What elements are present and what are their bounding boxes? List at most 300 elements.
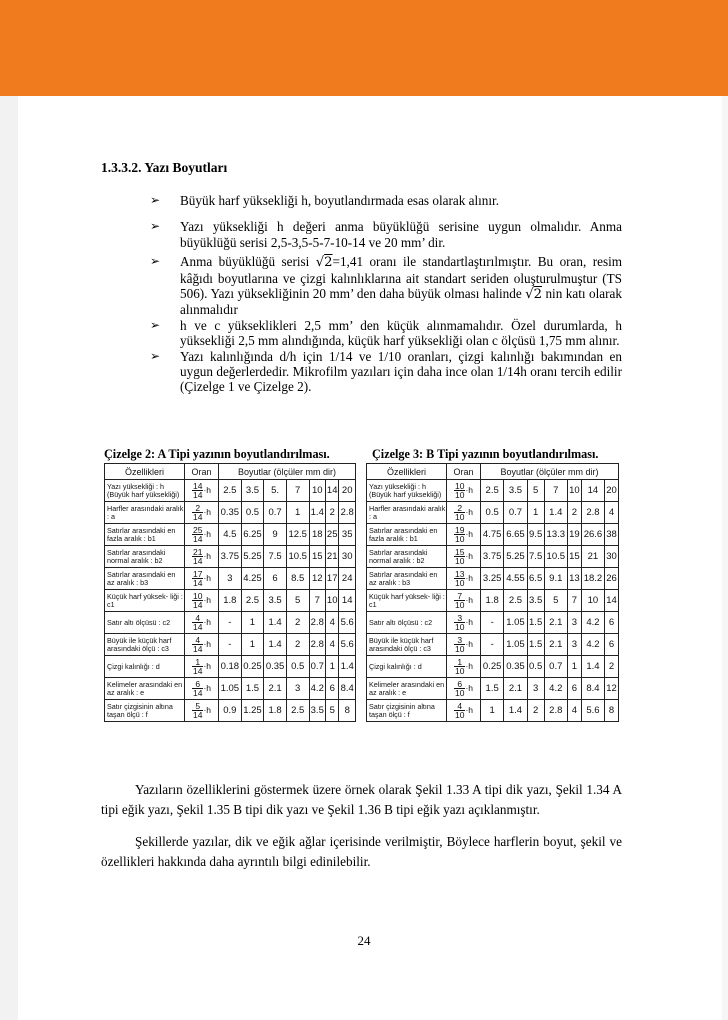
property-cell: Satır altı ölçüsü : c2 <box>105 612 185 634</box>
ratio-fraction <box>192 504 203 521</box>
value-cell: 18.2 <box>581 568 604 590</box>
ratio-fraction <box>454 658 465 675</box>
bullet-text: Yazı yüksekliği h değeri anma büyüklüğü serisine uygun olmalıdır. Anma büyüklüğü serisi 2,5-3,5-5-7-10-14 ve 20 mm’ dir. <box>180 219 622 250</box>
ratio-numerator: 4 <box>192 636 203 645</box>
value-cell: 5 <box>544 590 567 612</box>
value-cell: 17 <box>326 568 339 590</box>
ratio-cell <box>185 590 219 612</box>
value-cell: 1.4 <box>264 634 287 656</box>
value-cell: 12 <box>605 678 619 700</box>
value-cell: 2.1 <box>504 678 527 700</box>
ratio-suffix: ·h <box>465 594 474 605</box>
ratio-numerator: 1 <box>192 658 203 667</box>
value-cell: 2.1 <box>544 634 567 656</box>
value-cell: 0.25 <box>241 656 264 678</box>
arrow-bullet-icon: ➢ <box>150 219 161 234</box>
ratio-suffix: ·h <box>465 484 474 495</box>
table-row <box>105 546 356 568</box>
ratio-fraction <box>192 702 203 719</box>
value-cell: 1.4 <box>339 656 356 678</box>
value-cell: 1 <box>241 634 264 656</box>
value-cell: 14 <box>339 590 356 612</box>
value-cell: 1 <box>286 502 309 524</box>
value-cell: 1 <box>567 656 581 678</box>
value-cell: 3 <box>567 634 581 656</box>
table-row <box>105 700 356 722</box>
ratio-denominator: 14 <box>192 644 203 654</box>
value-cell: 2.5 <box>504 590 527 612</box>
table-row <box>105 568 356 590</box>
value-cell: 3.25 <box>481 568 504 590</box>
value-cell: 1.4 <box>504 700 527 722</box>
value-cell: 1.05 <box>219 678 242 700</box>
value-cell: 8 <box>339 700 356 722</box>
value-cell: - <box>481 634 504 656</box>
value-cell: 1.8 <box>219 590 242 612</box>
value-cell: 2.1 <box>264 678 287 700</box>
ratio-cell <box>447 524 481 546</box>
value-cell: 7 <box>544 480 567 502</box>
value-cell: 5.25 <box>241 546 264 568</box>
value-cell: 0.9 <box>219 700 242 722</box>
ratio-fraction <box>454 570 465 587</box>
table-row <box>367 590 619 612</box>
ratio-cell <box>447 590 481 612</box>
value-cell: 13.3 <box>544 524 567 546</box>
value-cell: 5.6 <box>339 612 356 634</box>
value-cell: 10.5 <box>544 546 567 568</box>
ratio-numerator: 21 <box>192 547 203 557</box>
header-dimensions: Boyutlar (ölçüler mm dir) <box>481 464 619 480</box>
value-cell: 0.7 <box>504 502 527 524</box>
value-cell: 0.25 <box>481 656 504 678</box>
ratio-cell <box>447 568 481 590</box>
value-cell: 3 <box>286 678 309 700</box>
value-cell: 5.25 <box>504 546 527 568</box>
ratio-fraction <box>454 592 465 609</box>
ratio-fraction <box>454 504 465 521</box>
ratio-suffix: ·h <box>203 682 212 693</box>
value-cell: 3.75 <box>481 546 504 568</box>
property-cell: Çizgi kalınlığı : d <box>367 656 447 678</box>
value-cell: 30 <box>339 546 356 568</box>
property-cell: Küçük harf yüksek- liği : c1 <box>367 590 447 612</box>
property-cell: Satır çizgisinin altına taşan ölçü : f <box>105 700 185 722</box>
ratio-numerator: 7 <box>454 592 465 601</box>
value-cell: 8.4 <box>339 678 356 700</box>
property-cell: Satırlar arasındaki normal aralık : b2 <box>105 546 185 568</box>
ratio-cell <box>185 502 219 524</box>
value-cell: 10 <box>326 590 339 612</box>
value-cell: 0.7 <box>309 656 326 678</box>
value-cell: 5 <box>326 700 339 722</box>
ratio-numerator: 15 <box>454 547 465 557</box>
value-cell: 4.2 <box>309 678 326 700</box>
table-row <box>105 634 356 656</box>
value-cell: 0.5 <box>241 502 264 524</box>
paragraph <box>101 832 622 871</box>
ratio-suffix: ·h <box>465 660 474 671</box>
table-row <box>105 656 356 678</box>
property-cell: Büyük ile küçük harf arasındaki ölçü : c3 <box>105 634 185 656</box>
property-cell: Satırlar arasındaki en az aralık : b3 <box>105 568 185 590</box>
value-cell: 14 <box>605 590 619 612</box>
property-cell: Satırlar arasındaki en fazla aralık : b1 <box>105 524 185 546</box>
value-cell: 1.8 <box>264 700 287 722</box>
bullet-item <box>150 193 622 208</box>
value-cell: 5. <box>264 480 287 502</box>
ratio-suffix: ·h <box>203 550 212 561</box>
ratio-denominator: 10 <box>454 512 465 522</box>
value-cell: 1.05 <box>504 634 527 656</box>
ratio-numerator: 10 <box>192 591 203 601</box>
table-row <box>105 502 356 524</box>
value-cell: - <box>481 612 504 634</box>
ratio-suffix: ·h <box>203 572 212 583</box>
ratio-numerator: 5 <box>192 702 203 711</box>
value-cell: 6.25 <box>241 524 264 546</box>
ratio-suffix: ·h <box>465 616 474 627</box>
value-cell: 2.5 <box>219 480 242 502</box>
property-cell: Kelimeler arasındaki en az aralık : e <box>105 678 185 700</box>
value-cell: 1.8 <box>481 590 504 612</box>
square-root-symbol: √2 <box>315 255 333 271</box>
table-a <box>104 463 356 722</box>
ratio-cell <box>185 700 219 722</box>
value-cell: 10.5 <box>286 546 309 568</box>
value-cell: 1.5 <box>527 612 544 634</box>
value-cell: 0.5 <box>286 656 309 678</box>
ratio-numerator: 14 <box>192 481 203 491</box>
ratio-numerator: 4 <box>192 614 203 623</box>
value-cell: 2 <box>326 502 339 524</box>
value-cell: 3 <box>527 678 544 700</box>
ratio-denominator: 10 <box>454 666 465 676</box>
value-cell: 2 <box>527 700 544 722</box>
ratio-suffix: ·h <box>465 682 474 693</box>
value-cell: 4 <box>326 634 339 656</box>
value-cell: 3.5 <box>264 590 287 612</box>
ratio-denominator: 14 <box>192 490 203 500</box>
value-cell: 1.4 <box>581 656 604 678</box>
property-cell: Küçük harf yüksek- liği : c1 <box>105 590 185 612</box>
property-cell: Yazı yüksekliği : h (Büyük harf yüksekliği) <box>367 480 447 502</box>
ratio-fraction <box>454 526 465 543</box>
value-cell: 2.1 <box>544 612 567 634</box>
ratio-fraction <box>454 702 465 719</box>
property-cell: Çizgi kalınlığı : d <box>105 656 185 678</box>
value-cell: 19 <box>567 524 581 546</box>
ratio-denominator: 14 <box>192 666 203 676</box>
value-cell: 6.65 <box>504 524 527 546</box>
ratio-denominator: 14 <box>192 710 203 720</box>
value-cell: 2.8 <box>309 634 326 656</box>
value-cell: 4.2 <box>581 634 604 656</box>
value-cell: 1.5 <box>481 678 504 700</box>
value-cell: 26.6 <box>581 524 604 546</box>
value-cell: 5 <box>286 590 309 612</box>
bullet-item <box>150 318 622 349</box>
ratio-denominator: 10 <box>454 710 465 720</box>
ratio-cell <box>447 480 481 502</box>
ratio-numerator: 25 <box>192 525 203 535</box>
value-cell: 38 <box>605 524 619 546</box>
value-cell: 6 <box>264 568 287 590</box>
value-cell: 9.1 <box>544 568 567 590</box>
table-row <box>367 700 619 722</box>
ratio-denominator: 14 <box>192 622 203 632</box>
bullet-text: =1,41 oranı ile standartlaştırılmıştır. Bu oran, resim kâğıdı boyutlarına ve çizgi kalınlıklarına ait standart seriden oluşturulmuştur (TS 506). Yazı yüksekliğinin 20 mm’ den daha büyük olması halinde <box>180 254 623 302</box>
ratio-denominator: 14 <box>192 600 203 610</box>
value-cell: 15 <box>567 546 581 568</box>
value-cell: 7.5 <box>264 546 287 568</box>
bullet-item <box>150 349 622 395</box>
value-cell: 3.5 <box>309 700 326 722</box>
value-cell: 10 <box>567 480 581 502</box>
value-cell: 7 <box>286 480 309 502</box>
value-cell: 2 <box>605 656 619 678</box>
table-row <box>367 524 619 546</box>
header-dimensions: Boyutlar (ölçüler mm dir) <box>219 464 356 480</box>
property-cell: Satır altı ölçüsü : c2 <box>367 612 447 634</box>
header-ratio: Oran <box>185 464 219 480</box>
value-cell: 0.35 <box>504 656 527 678</box>
value-cell: 2 <box>286 612 309 634</box>
ratio-denominator: 14 <box>192 512 203 522</box>
ratio-cell <box>185 656 219 678</box>
bullet-text: Anma büyüklüğü serisi <box>180 254 310 270</box>
ratio-denominator: 10 <box>454 600 465 610</box>
header-properties: Özellikleri <box>105 464 185 480</box>
bullet-list <box>150 193 622 395</box>
value-cell: 1 <box>481 700 504 722</box>
ratio-suffix: ·h <box>203 594 212 605</box>
ratio-cell <box>447 502 481 524</box>
value-cell: 2.8 <box>581 502 604 524</box>
ratio-suffix: ·h <box>203 484 212 495</box>
table-b <box>366 463 619 722</box>
ratio-denominator: 10 <box>454 688 465 698</box>
table-row <box>367 546 619 568</box>
value-cell: 1.25 <box>241 700 264 722</box>
square-root-symbol: √2 <box>525 287 542 303</box>
value-cell: 24 <box>339 568 356 590</box>
value-cell: 14 <box>581 480 604 502</box>
ratio-suffix: ·h <box>203 704 212 715</box>
paragraph-text: Yazıların özelliklerini göstermek üzere örnek olarak Şekil 1.33 A tipi dik yazı, Şekil 1.34 A tipi eğik yazı, Şekil 1.35 B tipi dik yazı ve Şekil 1.36 B tipi eğik yazı açıklanmıştır. <box>101 782 622 817</box>
ratio-denominator: 10 <box>454 644 465 654</box>
value-cell: 0.18 <box>219 656 242 678</box>
paragraph <box>101 780 622 819</box>
ratio-cell <box>447 546 481 568</box>
value-cell: 0.7 <box>264 502 287 524</box>
value-cell: 1.4 <box>309 502 326 524</box>
value-cell: 35 <box>339 524 356 546</box>
ratio-suffix: ·h <box>203 506 212 517</box>
value-cell: 5 <box>527 480 544 502</box>
table-row <box>367 502 619 524</box>
table-row <box>367 656 619 678</box>
value-cell: 2.5 <box>241 590 264 612</box>
value-cell: 6 <box>326 678 339 700</box>
value-cell: 20 <box>339 480 356 502</box>
left-margin-strip <box>0 96 18 1020</box>
value-cell: 1 <box>326 656 339 678</box>
value-cell: 1.4 <box>544 502 567 524</box>
value-cell: 7.5 <box>527 546 544 568</box>
arrow-bullet-icon: ➢ <box>150 193 161 207</box>
bullet-text: nin katı olarak alınmalıdır <box>180 286 622 318</box>
ratio-numerator: 3 <box>454 614 465 623</box>
value-cell: - <box>219 612 242 634</box>
ratio-fraction <box>454 548 465 565</box>
value-cell: 2.8 <box>339 502 356 524</box>
ratio-denominator: 10 <box>454 556 465 566</box>
ratio-suffix: ·h <box>465 572 474 583</box>
value-cell: 0.7 <box>544 656 567 678</box>
value-cell: 4.25 <box>241 568 264 590</box>
value-cell: 12 <box>309 568 326 590</box>
value-cell: - <box>219 634 242 656</box>
ratio-denominator: 14 <box>192 534 203 544</box>
ratio-numerator: 13 <box>454 569 465 579</box>
value-cell: 0.5 <box>527 656 544 678</box>
ratio-fraction <box>192 526 203 543</box>
ratio-numerator: 3 <box>454 636 465 645</box>
value-cell: 1 <box>241 612 264 634</box>
ratio-fraction <box>192 636 203 653</box>
value-cell: 3 <box>567 612 581 634</box>
ratio-suffix: ·h <box>465 506 474 517</box>
right-margin-strip <box>722 96 728 1020</box>
ratio-suffix: ·h <box>203 616 212 627</box>
bullet-text: h ve c yükseklikleri 2,5 mm’ den küçük alınmamalıdır. Özel durumlarda, h yüksekliği 2,5 mm alındığında, küçük harf yüksekliği olan c ölçüsü 1,75 mm alınır. <box>180 317 622 349</box>
ratio-denominator: 10 <box>454 578 465 588</box>
ratio-numerator: 6 <box>454 680 465 689</box>
value-cell: 2.5 <box>481 480 504 502</box>
property-cell: Satır çizgisinin altına taşan ölçü : f <box>367 700 447 722</box>
ratio-cell <box>447 656 481 678</box>
section-title: 1.3.3.2. Yazı Boyutları <box>101 160 228 175</box>
ratio-fraction <box>192 614 203 631</box>
ratio-fraction <box>192 658 203 675</box>
property-cell: Harfler arasındaki aralık : a <box>105 502 185 524</box>
value-cell: 3.5 <box>504 480 527 502</box>
value-cell: 4.2 <box>544 678 567 700</box>
table-row <box>105 480 356 502</box>
arrow-bullet-icon: ➢ <box>150 348 161 363</box>
ratio-suffix: ·h <box>203 528 212 539</box>
value-cell: 10 <box>581 590 604 612</box>
ratio-numerator: 4 <box>454 702 465 711</box>
ratio-denominator: 14 <box>192 688 203 698</box>
ratio-numerator: 19 <box>454 525 465 535</box>
header-properties: Özellikleri <box>367 464 447 480</box>
value-cell: 2.5 <box>286 700 309 722</box>
ratio-suffix: ·h <box>465 528 474 539</box>
value-cell: 6 <box>605 612 619 634</box>
ratio-fraction <box>192 570 203 587</box>
value-cell: 4.2 <box>581 612 604 634</box>
table-row <box>367 568 619 590</box>
ratio-cell <box>447 700 481 722</box>
arrow-bullet-icon: ➢ <box>150 254 161 269</box>
bullet-text: Yazı kalınlığında d/h için 1/14 ve 1/10 oranları, çizgi kalınlığı bakımından en uygun değerlerdedir. Mikrofilm yazıları için daha ince olan 1/14h oranı tercih edilir (Çizelge 1 ve Çizelge 2). <box>180 348 622 395</box>
ratio-fraction <box>454 614 465 631</box>
value-cell: 6.5 <box>527 568 544 590</box>
page-number: 24 <box>357 933 371 948</box>
ratio-numerator: 6 <box>192 680 203 689</box>
ratio-cell <box>185 546 219 568</box>
property-cell: Satırlar arasındaki en fazla aralık : b1 <box>367 524 447 546</box>
value-cell: 7 <box>567 590 581 612</box>
value-cell: 4 <box>567 700 581 722</box>
ratio-cell <box>185 568 219 590</box>
table-row <box>367 634 619 656</box>
value-cell: 2.8 <box>544 700 567 722</box>
value-cell: 1.4 <box>264 612 287 634</box>
value-cell: 1 <box>527 502 544 524</box>
ratio-cell <box>447 678 481 700</box>
value-cell: 7 <box>309 590 326 612</box>
value-cell: 6 <box>605 634 619 656</box>
value-cell: 26 <box>605 568 619 590</box>
value-cell: 3.5 <box>241 480 264 502</box>
value-cell: 0.35 <box>264 656 287 678</box>
table-row <box>105 678 356 700</box>
ratio-suffix: ·h <box>465 550 474 561</box>
ratio-fraction <box>192 592 203 609</box>
ratio-cell <box>185 480 219 502</box>
value-cell: 2 <box>286 634 309 656</box>
property-cell: Büyük ile küçük harf arasındaki ölçü : c3 <box>367 634 447 656</box>
ratio-cell <box>447 612 481 634</box>
value-cell: 2.8 <box>309 612 326 634</box>
value-cell: 9.5 <box>527 524 544 546</box>
property-cell: Satırlar arasındaki normal aralık : b2 <box>367 546 447 568</box>
header-bar <box>0 0 728 96</box>
ratio-denominator: 10 <box>454 534 465 544</box>
value-cell: 3.5 <box>527 590 544 612</box>
value-cell: 4.75 <box>481 524 504 546</box>
value-cell: 18 <box>309 524 326 546</box>
ratio-suffix: ·h <box>203 638 212 649</box>
value-cell: 0.35 <box>219 502 242 524</box>
value-cell: 15 <box>309 546 326 568</box>
value-cell: 5.6 <box>581 700 604 722</box>
table-b-body <box>367 480 619 722</box>
table-a-body <box>105 480 356 722</box>
value-cell: 13 <box>567 568 581 590</box>
value-cell: 3.75 <box>219 546 242 568</box>
ratio-fraction <box>454 482 465 499</box>
sqrt-radicand: 2 <box>533 287 542 303</box>
property-cell: Kelimeler arasındaki en az aralık : e <box>367 678 447 700</box>
table-b-caption: Çizelge 3: B Tipi yazının boyutlandırılması. <box>372 447 599 461</box>
value-cell: 6 <box>567 678 581 700</box>
arrow-bullet-icon: ➢ <box>150 317 161 332</box>
value-cell: 30 <box>605 546 619 568</box>
table-row <box>105 612 356 634</box>
value-cell: 2 <box>567 502 581 524</box>
value-cell: 8.4 <box>581 678 604 700</box>
ratio-cell <box>185 524 219 546</box>
ratio-numerator: 2 <box>192 504 203 513</box>
ratio-suffix: ·h <box>465 638 474 649</box>
ratio-fraction <box>192 482 203 499</box>
bullet-text: Büyük harf yüksekliği h, boyutlandırmada esas olarak alınır. <box>180 193 499 208</box>
table-row <box>367 612 619 634</box>
